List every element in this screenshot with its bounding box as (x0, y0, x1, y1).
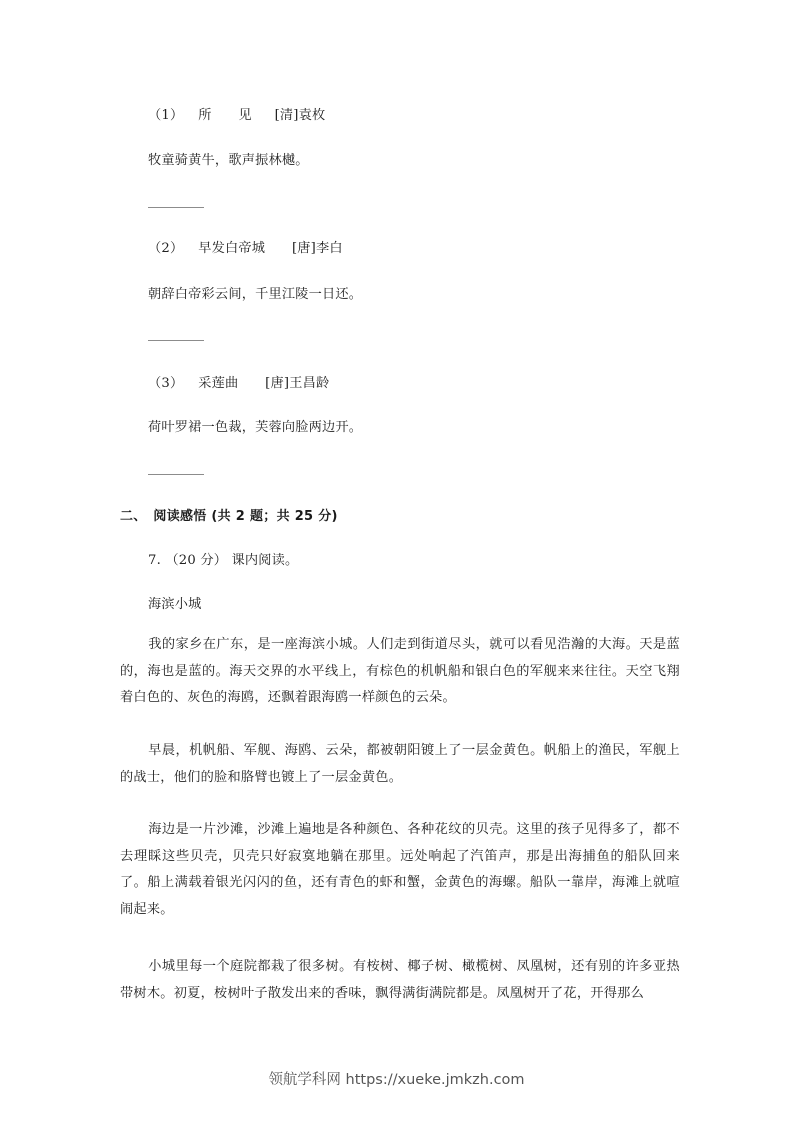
poem-3-author: [唐]王昌龄 (265, 376, 330, 391)
question-label: 7. （20 分） 课内阅读。 (148, 553, 299, 568)
passage-paragraph-3: 海边是一片沙滩，沙滩上遍地是各种颜色、各种花纹的贝壳。这里的孩子见得多了，都不去理睬这些贝壳，贝壳只好寂寞地躺在那里。远处响起了汽笛声，那是出海捕鱼的船队回来了。船上满载着银光闪闪的鱼，还有青色的虾和蟹，金黄色的海螺。船队一靠岸，海滩上就喧闹起来。 (120, 822, 680, 917)
poem-2-verse: 朝辞白帝彩云间，千里江陵一日还。 (148, 287, 363, 302)
poem-2-author: [唐]李白 (291, 241, 343, 256)
footer-watermark: 领航学科网 https://xueke.jmkzh.com (268, 1072, 525, 1088)
passage-title: 海滨小城 (148, 597, 202, 612)
poem-3-answer-blank[interactable] (148, 474, 204, 475)
poem-2-heading (148, 237, 343, 256)
poem-2-number: （2） (148, 241, 184, 256)
poem-1-number: （1） (148, 108, 184, 123)
passage-paragraph-2: 早晨，机帆船、军舰、海鸥、云朵，都被朝阳镀上了一层金黄色。帆船上的渔民，军舰上的战士，他们的脸和胳臂也镀上了一层金黄色。 (120, 743, 680, 785)
section-heading: 二、 阅读感悟 (共 2 题；共 25 分) (120, 509, 338, 524)
poem-1-title: 所 见 (198, 108, 252, 123)
poem-1-heading (148, 104, 325, 123)
poem-3-verse: 荷叶罗裙一色裁，芙蓉向脸两边开。 (148, 420, 363, 435)
poem-1-author: [清]袁枚 (274, 108, 326, 123)
poem-1-answer-blank[interactable] (148, 207, 204, 208)
poem-3-number: （3） (148, 376, 184, 391)
poem-1-verse: 牧童骑黄牛，歌声振林樾。 (148, 153, 309, 168)
poem-3-heading (148, 372, 329, 391)
passage-paragraph-4: 小城里每一个庭院都栽了很多树。有桉树、椰子树、橄榄树、凤凰树，还有别的许多亚热带树木。初夏，桉树叶子散发出来的香味，飘得满街满院都是。凤凰树开了花，开得那么 (120, 959, 680, 1001)
poem-3-title: 采莲曲 (198, 376, 239, 391)
poem-2-answer-blank[interactable] (148, 340, 204, 341)
poem-2-title: 早发白帝城 (198, 241, 266, 256)
passage-paragraph-1: 我的家乡在广东，是一座海滨小城。人们走到街道尽头，就可以看见浩瀚的大海。天是蓝的，海也是蓝的。海天交界的水平线上，有棕色的机帆船和银白色的军舰来来往往。天空飞翔着白色的、灰色的海鸥，还飘着跟海鸥一样颜色的云朵。 (120, 637, 680, 705)
